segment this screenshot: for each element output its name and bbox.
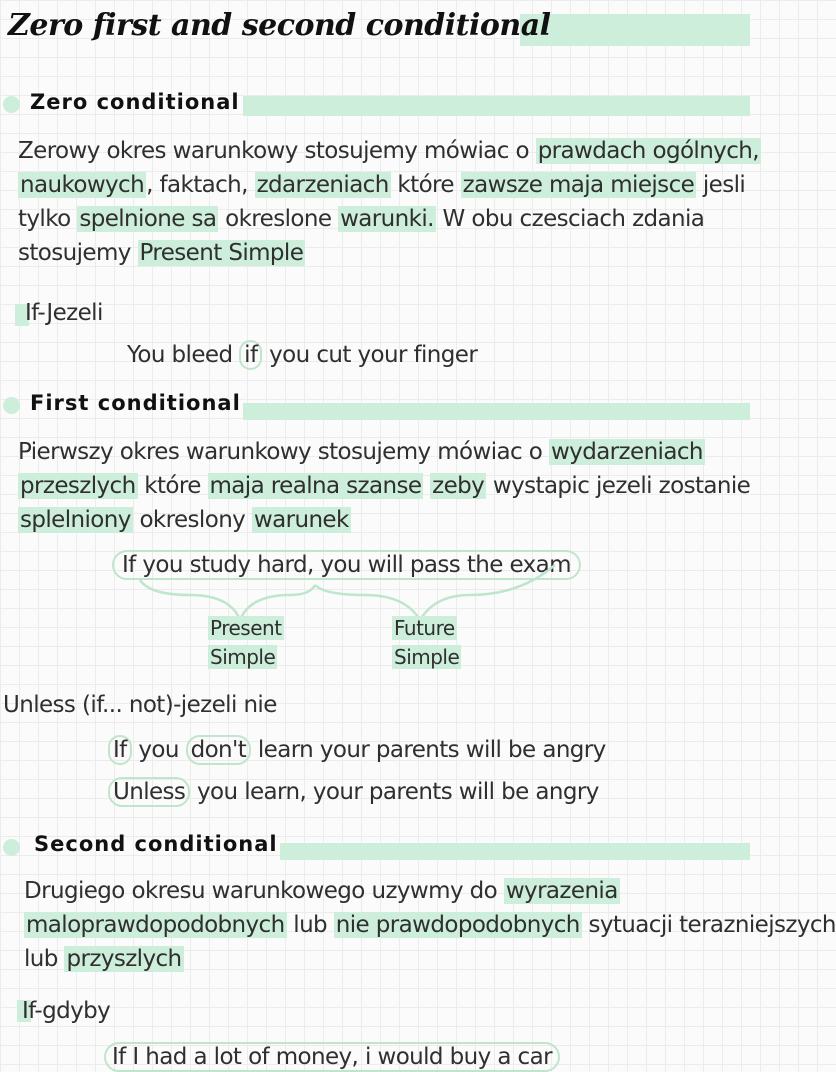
highlighted-term: nie prawdopodobnych: [335, 912, 580, 938]
bullet-dot: [3, 397, 20, 414]
first-example-sentence: If you study hard, you will pass the exam: [112, 550, 581, 580]
bullet-dot: [3, 96, 20, 113]
if-circled: if: [239, 340, 262, 370]
title-highlight: [520, 14, 750, 46]
second-conditional-paragraph: [24, 874, 836, 976]
heading-first-conditional: First conditional: [30, 391, 241, 415]
zero-conditional-paragraph: [18, 134, 761, 270]
if-gdyby-label: If-gdyby: [22, 998, 111, 1024]
first-example-2: If you don't learn your parents will be angry: [108, 737, 606, 763]
bullet-dot: [3, 839, 20, 856]
paragraph-line: lub przyszlych: [24, 946, 182, 972]
highlighted-term: zawsze maja miejsce: [462, 172, 695, 198]
heading-highlight: [243, 96, 750, 116]
highlighted-term: naukowych: [20, 172, 145, 198]
paragraph-line: Pierwszy okres warunkowy stosujemy mówiac o wydarzeniach: [18, 439, 703, 465]
zero-example-sentence: You bleed if you cut your finger: [127, 342, 478, 368]
highlighted-term: wydarzeniach: [550, 439, 703, 465]
first-conditional-paragraph: [18, 435, 750, 537]
heading-second-conditional: Second conditional: [34, 832, 278, 856]
highlighted-term: zeby: [432, 473, 485, 499]
highlighted-term: przeszlych: [20, 473, 136, 499]
highlighted-term: Present Simple: [139, 240, 304, 266]
paragraph-line: maloprawdopodobnych lub nie prawdopodobnych sytuacji terazniejszych: [26, 912, 836, 938]
highlighted-term: warunki.: [340, 206, 434, 232]
highlighted-term: przyszlych: [66, 946, 182, 972]
highlighted-term: prawdach ogólnych,: [537, 138, 759, 164]
paragraph-line: przeszlych które maja realna szanse zeby wystapic jezeli zostanie: [20, 473, 751, 499]
highlighted-term: spelnione sa: [79, 206, 217, 232]
first-example-3: Unless you learn, your parents will be angry: [108, 779, 599, 805]
heading-highlight: [280, 843, 750, 860]
heading-zero-conditional: Zero conditional: [30, 90, 240, 114]
paragraph-line: naukowych, faktach, zdarzeniach które zawsze maja miejsce jesli: [20, 172, 746, 198]
highlighted-term: splelniony: [20, 507, 131, 533]
highlighted-term: wyrazenia: [505, 878, 618, 904]
page-title: Zero first and second conditional: [8, 8, 551, 43]
if-label: If-Jezeli: [25, 300, 103, 326]
paragraph-line: stosujemy Present Simple: [18, 240, 304, 266]
highlighted-term: warunek: [253, 507, 349, 533]
heading-highlight: [243, 403, 750, 420]
label-present-simple: Present Simple: [210, 616, 282, 669]
brace-lines: [140, 580, 570, 625]
unless-label: Unless (if... not)-jezeli nie: [3, 692, 277, 718]
paragraph-line: splelniony okreslony warunek: [20, 507, 349, 533]
highlighted-term: zdarzeniach: [256, 172, 389, 198]
paragraph-line: Drugiego okresu warunkowego uzywmy do wyrazenia: [24, 878, 618, 904]
highlighted-term: maloprawdopodobnych: [26, 912, 285, 938]
paragraph-line: Zerowy okres warunkowy stosujemy mówiac o prawdach ogólnych,: [18, 138, 759, 164]
highlighted-term: maja realna szanse: [209, 473, 422, 499]
paragraph-line: tylko spelnione sa okreslone warunki. W obu czesciach zdania: [18, 206, 705, 232]
label-future-simple: Future Simple: [394, 616, 460, 669]
second-example-sentence: If I had a lot of money, i would buy a car: [104, 1042, 560, 1072]
